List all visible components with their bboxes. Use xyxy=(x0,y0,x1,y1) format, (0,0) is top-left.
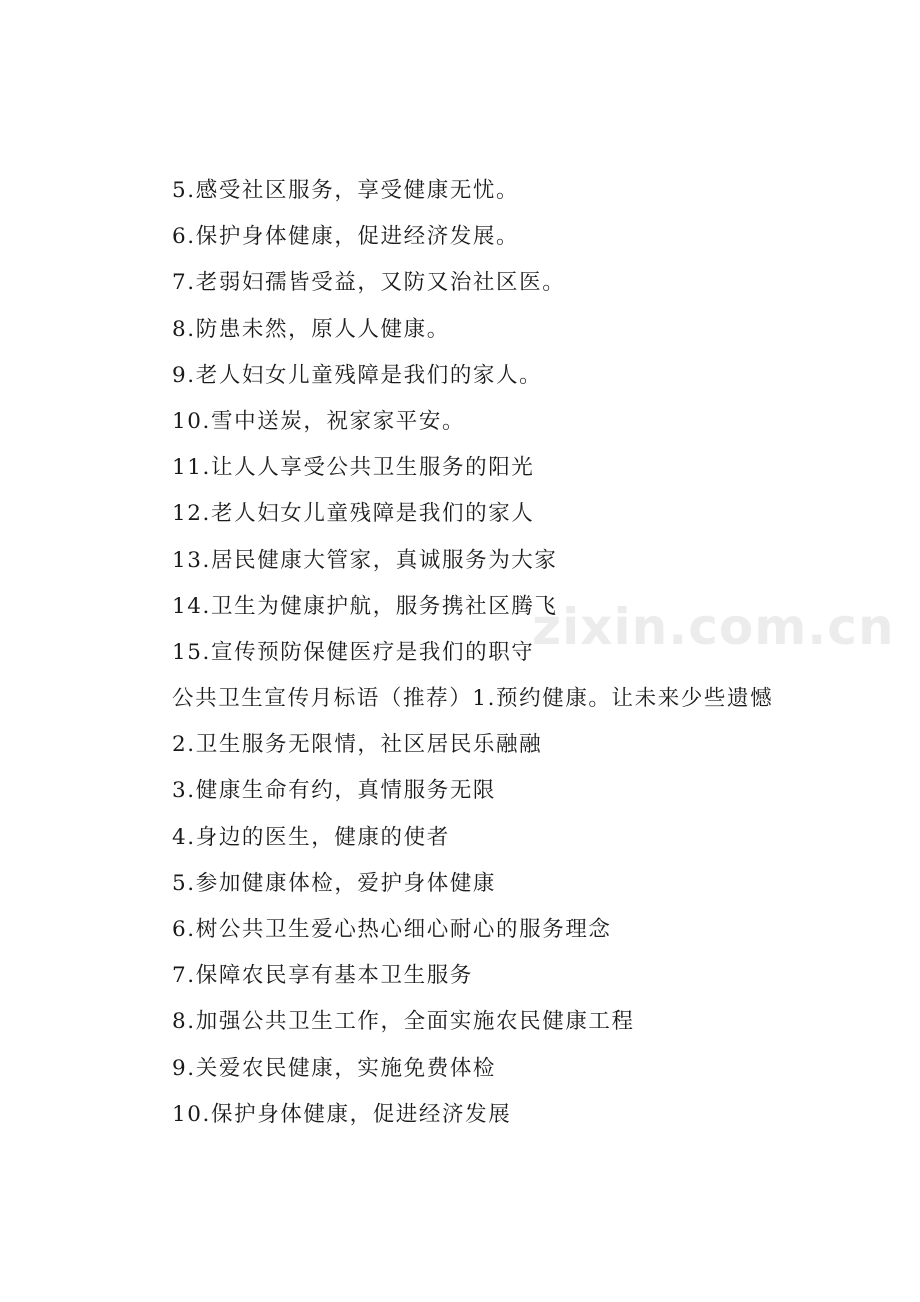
text-line: 6.保护身体健康，促进经济发展。 xyxy=(172,224,520,250)
text-line: 7.老弱妇孺皆受益，又防又治社区医。 xyxy=(172,270,566,296)
text-line: 14.卫生为健康护航，服务携社区腾飞 xyxy=(172,593,558,619)
text-line: 6.树公共卫生爱心热心细心耐心的服务理念 xyxy=(172,917,612,942)
text-line: 8.加强公共卫生工作，全面实施农民健康工程 xyxy=(172,1009,635,1035)
text-line: 10.保护身体健康，促进经济发展 xyxy=(172,1101,512,1127)
text-line: 8.防患未然，原人人健康。 xyxy=(172,316,450,342)
text-line: 7.保障农民享有基本卫生服务 xyxy=(172,963,473,989)
text-line: 5.参加健康体检，爱护身体健康 xyxy=(172,870,497,896)
text-line: 11.让人人享受公共卫生服务的阳光 xyxy=(172,455,535,481)
slogan-list xyxy=(172,172,832,1142)
text-line: 15.宣传预防保健医疗是我们的职守 xyxy=(172,639,535,665)
text-line: 9.老人妇女儿童残障是我们的家人。 xyxy=(172,362,543,388)
text-line: 12.老人妇女儿童残障是我们的家人 xyxy=(172,501,535,527)
text-line: 2.卫生服务无限情，社区居民乐融融 xyxy=(172,732,543,758)
section-heading-line: 公共卫生宣传月标语（推荐）1.预约健康。让未来少些遗憾 xyxy=(172,686,774,712)
text-line: 9.关爱农民健康，实施免费体检 xyxy=(172,1055,497,1081)
text-line: 5.感受社区服务，享受健康无忧。 xyxy=(172,178,520,203)
watermark: zixin.com.cn xyxy=(532,598,895,656)
text-line: 13.居民健康大管家，真诚服务为大家 xyxy=(172,547,558,573)
text-line: 3.健康生命有约，真情服务无限 xyxy=(172,778,497,804)
text-line: 4.身边的医生，健康的使者 xyxy=(172,824,450,850)
text-line: 10.雪中送炭，祝家家平安。 xyxy=(172,408,466,434)
